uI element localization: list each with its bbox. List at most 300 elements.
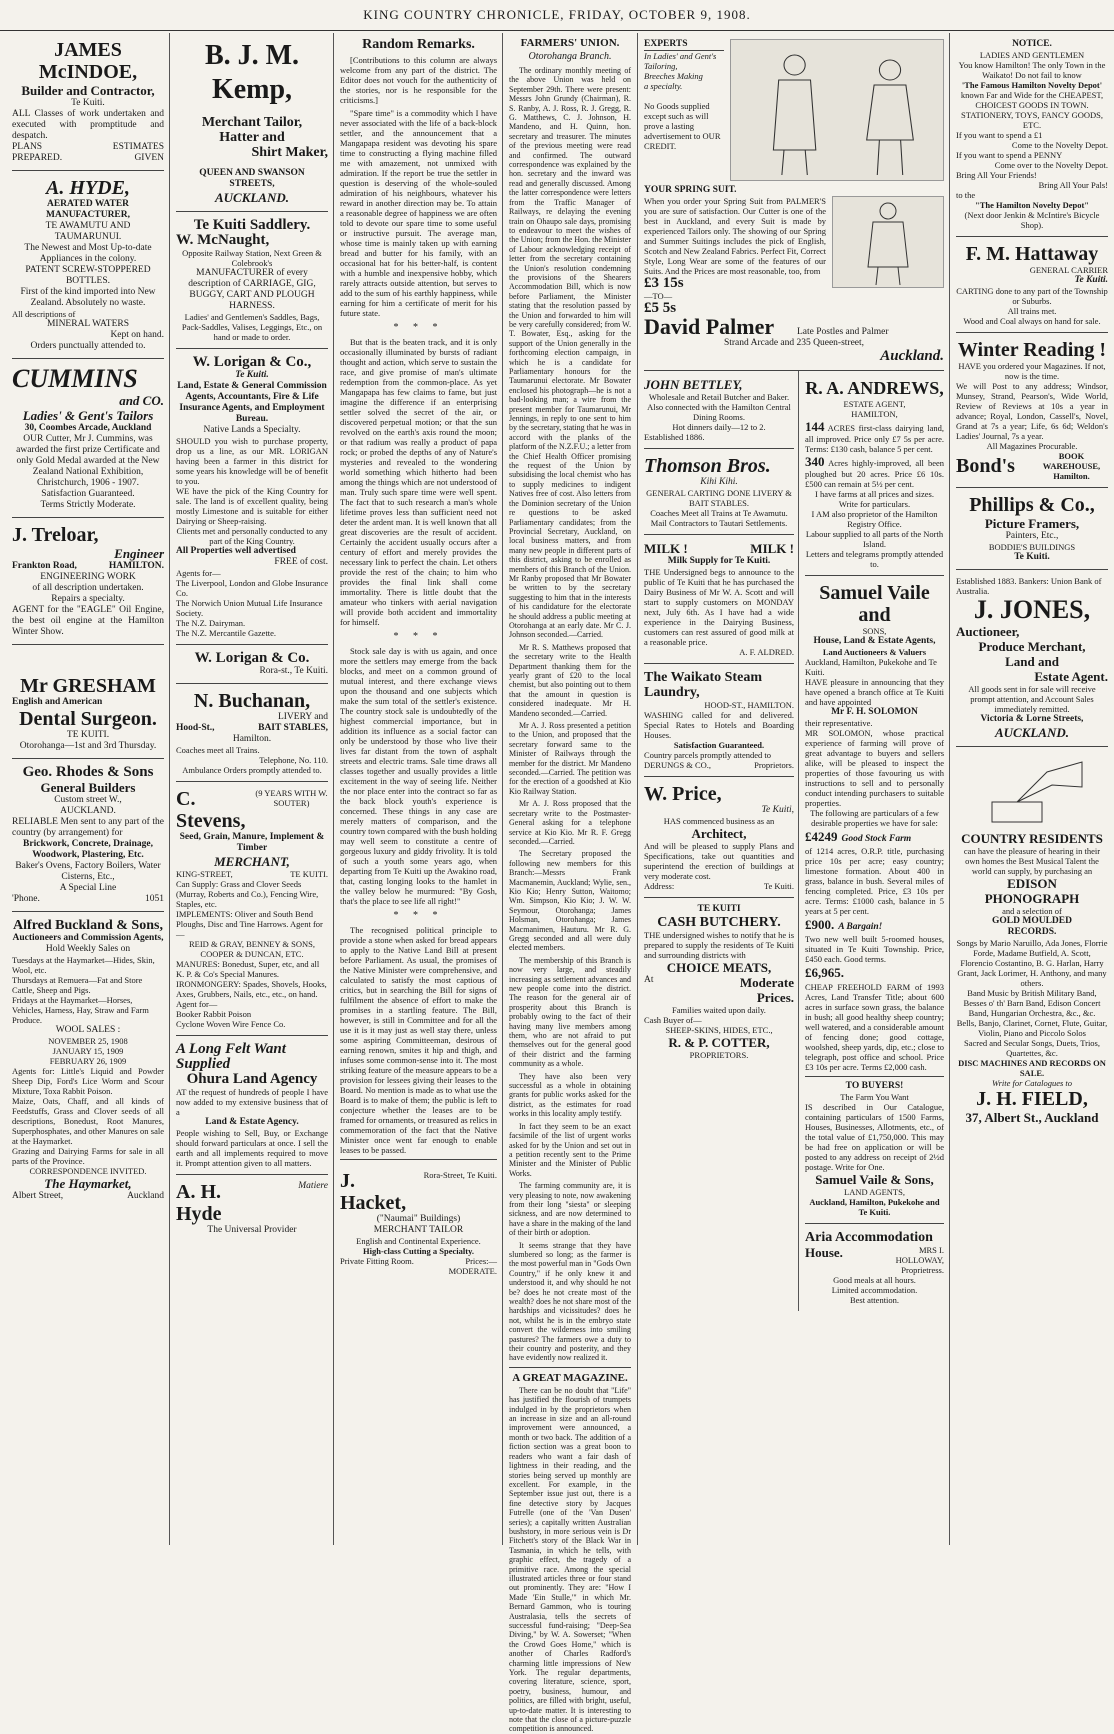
article-paragraph: The Secretary proposed the following new members for this Branch:—Messrs Frank Macmanemin, Auckland; Wylie, sen., Kio Kio; Henry Sutton, Waitomo; Wm. Simpson, Kio Kio; J. W. W. Seymour, Otorohanga; James Holsman, Otorohanga; James Macmanimen, Hauturu. Mr R. G. Gregg seconded and all were duly elected members. [509, 849, 631, 953]
ad-undertaken: of all description undertaken. [32, 583, 144, 593]
ad-booker: Booker Rabbit Poison [176, 1009, 252, 1019]
ad-sig: A. F. ALDRED. [739, 647, 794, 657]
article-paragraph: They have also been very successful as a whole in obtaining grants for public works asked for the district, as the estimates for road works in this locality amply testify. [509, 1071, 631, 1119]
ad-goods: All goods sent in for sale will receive prompt attention, and Account Sales immediately remitted. [968, 684, 1096, 714]
ad-conn: Also connected with the Hamilton Central Dining Rooms. [647, 402, 791, 422]
ad-known: known Far and Wide for the CHEAPEST, CHOICEST GOODS IN TOWN. [960, 90, 1104, 110]
ad-body: HAVE pleasure in announcing that they have opened a branch office at Te Kuiti and have appointed [805, 677, 944, 707]
ad-trade: Seed, Grain, Manure, Implement & Timber [179, 832, 325, 853]
ad-town: AUCKLAND. [214, 190, 290, 205]
article-paragraph: The recognised political principle to provide a stone when asked for bread appears to apply to the Native Land Bill at present before Parliament. As usual, the promises of the Native Minister were comprehensive, and calculated to satisfy the most captious of critics, but in searching the Bill for signs of fulfilment the absence of effort to make the promises in a startling feature. The Bill, however, is still in Committee and for all the use it is it may just as well stay there, unless some aspiring Committeeman, desirous of earning renown, smites it hip and thigh, and infuses some common-sense into it. The most striking feature of the measure appears to be a provision for lessees giving their leases to the Board. No mention is made as to what use the Board is to make of them; the public is left to conjecture whether the leases are to be framed for ornaments, or treasured as relics in commemoration of the fact that the Native Minister once went far enough to enable leases to be passed. [340, 925, 497, 1155]
ad-p2-price: £900. [805, 917, 835, 932]
ad-rhodes [12, 759, 164, 912]
ad-penny: If you want to spend a PENNY [956, 150, 1063, 160]
ad-best: Best attention. [849, 1295, 900, 1305]
ad-farm-want: The Farm You Want [840, 1092, 909, 1102]
ad-dental: Dental Surgeon. [19, 708, 157, 730]
column-5 [640, 33, 948, 1545]
ad-title: NOTICE. [1012, 39, 1052, 49]
ad-trains: All trains met. [1007, 306, 1057, 316]
ad-title: Aria Accommodation [805, 1230, 933, 1245]
ad-price [644, 777, 794, 898]
ad-friends: Bring All Your Friends! [956, 170, 1037, 180]
ad-to: —TO— [644, 291, 673, 301]
ad-addr: Te Kuiti. [763, 881, 794, 891]
ad-pound: If you want to spend a £1 [956, 130, 1043, 140]
ad-plans: PLANS PREPARED. [12, 142, 63, 163]
ad-trade3: Shirt Maker, [251, 145, 328, 160]
column-rule [637, 33, 638, 1545]
ad-prop: I AM also proprietor of the Hamilton Registry Office. [811, 509, 938, 529]
article-title: A GREAT MAGAZINE. [512, 1371, 628, 1384]
ad-place: Kihi Kihi. [700, 477, 738, 487]
ad-wool: WOOL SALES : [55, 1025, 121, 1035]
ad-street: Hood-St., [176, 723, 215, 733]
ad-est: Established 1886. [644, 432, 705, 442]
ad-road: Frankton Road, [12, 561, 77, 571]
ad-title: R. A. ANDREWS, [805, 378, 944, 398]
ad-estimates: ESTIMATES GIVEN [112, 142, 164, 163]
article-paragraph: Mr A. J. Ross proposed that the secretary write to the Postmaster-General asking for a telephone service at Kio Kio. Mr R. F. Gregg seconded.—Carried. [509, 799, 631, 846]
ad-suit: When you order your Spring Suit from PALMER'S you are sure of satisfaction. Our Cutter is one of the best in Auckland, and every Suit is made by experienced Tailors only. The showing of our Spring and Summer Suitings includes the pick of English, Scotch and New Zealand Fabrics. Perfect Fit, Correct Style, Long Wear are some of the features of our Suits. And the Prices are most reasonable, too, from [644, 196, 826, 276]
ad-title-2: Samuel Vaile & Sons, [815, 1172, 934, 1187]
ad-thu: Thursdays at Remuera—Fat and Store Cattle, Sheep and Pigs. [12, 975, 143, 995]
ad-maize: Maize, Oats, Chaff, and all kinds of Feedstuffs, Grass and Clover seeds of all descriptions, Bonedust, Root Manures, Superphosphates, and other Manures on sale at the Haymarket. [12, 1096, 164, 1146]
article-paragraph: The ordinary monthly meeting of the above Union was held on September 29th. There were present: Messrs John Grundy (Chairman), R. S. Ranby, A. J. Ross, R. J. Gregg, R. G. Matthews, C. J. Johnson, H. Mandeno, and H. Quinn, hon. secretary and treasurer. The minutes of the previous meeting were read and confirmed. The outward correspondence was explained by the hon. secretary and the inward was read and generally discussed. Among the latter correspondence were letters from the Traffic Manager of Railways, re delaying the evening train on Ohaupo sale days, promising to endeavour to meet the wishes of the Union; from the Hon. the Minister of Labour acknowledging receipt of letter from the secretary containing the Union's resolution condemning the provisions of the Shearers Accommodation Bill, which is now before Parliament, the Minister stating that the resolution passed by the Union and forwarded to him will be very carefully considered; from W. T. Bowater, Esq., asking for the support of the Union generally in the forthcoming election campaign, in which he is a candidate for Parliamentary honours for the Taumarunui electorate. Mr Bowater enclosed his photograph—he is not a bad-looking man; a wire from the present member for Taumarunui, Mr Jennings, in reply to one sent to him by the secretary, stating that he was in accord with the planks of the platform of the N.Z.F.U.; a letter from the Chief Health Officer promising the request of the Union by subsidising the local chemist who has to supply medicines to indigent Natives free of cost. Also letters from the Dominion secretary of the Union re questions to be asked Parliamentary candidates; from the Provincial Secretary, Auckland, on local business matters, and from many new people in different parts of this district, asking to be enrolled as members of this Branch of the Union. Mr Ranby proposed that Mr Bowater be written to by the secretary suggesting to him that in the interests of his candidature for the electorate he should address a public meeting at Otorohanga at an early date. Mr C. J. Johnson seconded.—Carried. [509, 66, 631, 640]
ad-edison: EDISON [1007, 876, 1057, 891]
ad-mail: Mail Contractors to Tautari Settlements. [650, 518, 788, 528]
ad-corr: CORRESPONDENCE INVITED. [29, 1166, 147, 1176]
ad-cyclone: Cyclone Woven Wire Fence Co. [176, 1019, 286, 1029]
ad-place: TE KUITI. [66, 730, 110, 740]
ad-treloar [12, 518, 164, 645]
ad-owner: W. McNaught, [176, 232, 270, 248]
ad-lorigan-2 [176, 645, 328, 684]
ad-labour: Labour supplied to all parts of the North Island. [805, 529, 944, 549]
ad-place: Te Kuiti. [1014, 552, 1050, 562]
ad-p1-price: £4249 [805, 829, 838, 844]
ad-p1: of 1214 acres, O.R.P. title, purchasing price 10s per acre; easy country; limestone formation. About 400 in grass, balance in bush. Several miles of fencing completed. Price, £3 10s per acre. Terms: £1000 cash, balance in 5 years at 5 per cent. [805, 846, 944, 916]
ad-town: Hamilton. [232, 734, 272, 744]
ad-hyde [12, 171, 164, 359]
ad-gresham [12, 645, 164, 759]
ad-body: HAS commenced business as an [663, 816, 775, 826]
ad-bait: BAIT STABLES, [258, 723, 328, 733]
ad-prop: MRS I. HOLLOWAY, [895, 1245, 944, 1265]
ad-want: A Long Felt Want [176, 1041, 286, 1057]
ad-t2: Produce Merchant, [978, 639, 1086, 654]
ad-street: Custom street W., [54, 795, 122, 805]
ad-buckland [12, 912, 164, 1208]
ad-sat: Satisfaction Guaranteed. [673, 740, 765, 750]
article-paragraph: In fact they seem to be an exact facsimile of the list of urgent works asked for by the Union and set out in a petition recently sent to the Prime Minister and the Minister of Public Works. [509, 1121, 631, 1178]
article-paragraph: The farming community are, it is very pleasing to note, now awakening from their long "siesta" or sleeping sickness, and are now determined to have a share in the making of the land of their birth or adoption. [509, 1181, 631, 1238]
tailor-illustration [730, 39, 944, 181]
article-paragraph: Stock sale day is with us again, and once more the settlers may emerge from the back blocks, and meet on a common ground of mutual interest, and there exchange views upon the thousand and one subjects which make the sum total of the settler's existence. The country stock sale is undoubtedly of the highest commercial importance, but in addition its influence as a social factor can only be understood by those who live their lives far distant from the town of asphalt streets and electric trams. Sale time draws all classes together and usually provides a little excitement in the way of seeing life. Neither the nor place enter into the contract so far as the back block youth's experience is concerned. These things in any case are merely matters of comparison, and the country town compared with the bush holding may well seem to constitute a centre of gorgeous luxury and giddy frivolity. It is told of such a youth some years ago, when departing from Te Kuiti up the Awakino road, that, casting longing looks to the hamlet in the valley below he murmured: "By Gosh, that's the place to see life all right!" [340, 646, 497, 906]
ad-following: The following are particulars of a few desirable properties we have for sale: [810, 808, 939, 828]
ad-subtitle: General Builders [40, 780, 136, 795]
ad-t4: Estate Agent. [1034, 669, 1108, 684]
ad-a2: The Norwich Union Mutual Life Insurance Society. [176, 598, 323, 618]
ad-terms: Terms Strictly Moderate. [40, 500, 136, 510]
ad-title: A. HYDE, [46, 177, 130, 199]
ad-kemp [176, 33, 328, 212]
phonograph-illustration [972, 757, 1092, 827]
ad-town: TE KUITI. [290, 869, 328, 879]
ad-trade1: Merchant Tailor, [201, 115, 303, 130]
ad-help: People wishing to Sell, Buy, or Exchange should forward particulars at once. I sell the earth and all implements required to move it. Prompt attention given to all matters. [176, 1128, 328, 1168]
ad-ladies: LADIES AND GENTLEMEN [979, 50, 1085, 60]
ad-l2-num: 340 [805, 454, 825, 469]
ad-l1: ACRES first-class dairying land, all improved. Price only £7 5s per acre. Terms: £130 cash, balance 5 per cent. [805, 423, 944, 454]
column-rule [333, 33, 334, 1545]
article-paragraph: It seems strange that they have slumbered so long; as the farmer is the most powerful man in "Gods Own Country," if he only knew it and understood it, and why should he not be? does he not create most of the wealth? does he not share most of the hardships and vicissitudes? does he not, whilst he is in the embryo state convert the wilderness into smiling pastures? The farmers owe a duty to their country and posterity, and they have evidently now realized it. [509, 1240, 631, 1363]
ad-all: All Magazines Procurable. [986, 441, 1078, 451]
ad-hot: Hot dinners daily—12 to 2. [672, 422, 766, 432]
ad-agents-for: Agents for— [176, 568, 221, 578]
ad-pals: Bring All Your Pals! [1038, 180, 1108, 190]
article-notice: [Contributions to this column are always welcome from any part of the district. The Editor does not vouch for the authenticity of the stories, nor is he responsible for the criticisms.] [340, 55, 497, 105]
ad-body: OUR Cutter, Mr J. Cummins, was awarded the first prize Certificate and only Gold Medal awarded at the New Zealand National Exhibition, Christchurch, 1906 - 1907. [16, 434, 160, 488]
ad-advertised: All Properties well advertised [176, 546, 296, 556]
ad-cash: Cash Buyer of— [644, 1015, 702, 1025]
ad-country: Country parcels promptly attended to [644, 750, 771, 760]
ad-p2-title: A Bargain! [838, 922, 883, 932]
ad-prices: Prices:—MODERATE. [448, 1256, 497, 1276]
column-2 [172, 33, 332, 1545]
ad-street: Rora-Street, Te Kuiti. [423, 1170, 497, 1180]
ad-phone-label: 'Phone. [12, 894, 40, 904]
ad-address: HOOD-ST., HAMILTON. [704, 700, 794, 710]
ad-hattaway [956, 237, 1108, 333]
ad-reading [956, 333, 1108, 488]
ad-title: Geo. Rhodes & Sons [22, 764, 154, 780]
article-title: Random Remarks. [362, 37, 475, 52]
ad-subtitle: Auctioneers and Commission Agents, [12, 933, 164, 943]
ad-feb: FEBRUARY 26, 1909 [49, 1056, 127, 1066]
ad-price1: £3 15s [644, 275, 684, 291]
ad-l2: Acres highly-improved, all been ploughed but 20 acres. Price £6 10s. £500 can remain at 5½ per cent. [805, 458, 945, 489]
ad-jan: JANUARY 15, 1909 [52, 1046, 124, 1056]
ad-title: J. Hacket, [340, 1170, 407, 1214]
ad-p2: Two new well built 5-roomed houses, situated in Te Kuiti Township. Price, £450 each. Good terms. [805, 934, 944, 964]
ad-body: THE Undersigned begs to announce to the public of Te Kuiti that he has purchased the Dairy Business of Mr W. A. Scott and will start to supply customers on MONDAY next, July 6th. As I have had a wide experience in the Dairying Business, customers can rest assured of good milk at a reasonable price. [644, 567, 794, 647]
ad-title: CUMMINS [12, 364, 138, 393]
ad-body: WASHING called for and delivered. Special Rates to Hotels and Boarding Houses. [644, 710, 794, 740]
ad-saddles: Ladies' and Gentlemen's Saddles, Bags, Pack-Saddles, Valises, Leggings, Etc., on hand or made to order. [181, 312, 323, 342]
ad-tailoring: Tailoring, [644, 61, 678, 71]
ad-late: Late Postles and Palmer [797, 327, 889, 337]
ad-impl: IMPLEMENTS: Oliver and South Bend Ploughs, Disc and Tine Harrows. Agent for— [176, 909, 323, 939]
ad-engineer: Engineer [114, 546, 164, 561]
ad-place: Te Kuiti. [71, 98, 105, 108]
ad-iron: IRONMONGERY: Spades, Shovels, Hooks, Axes, Grubbers, Nails, etc., etc., on hand. [176, 979, 327, 999]
ad-ovens: Baker's Ovens, Factory Boilers, Water Cisterns, Etc., [15, 861, 161, 882]
ad-field [956, 747, 1108, 1131]
article-paragraph: Mr A. J. Ross presented a petition to the Union, and proposed that the secretary forward same to the Minister of Railways through the member for the district. Mr Mandeno seconded.—Carried. The petition was for the erection of a goodshed at Kio Kio Railway Station. [509, 721, 631, 796]
column-rule [502, 33, 503, 1545]
ad-in: In Ladies' and Gent's [644, 51, 717, 61]
ad-name: J. H. FIELD, [976, 1088, 1088, 1110]
ad-gold: GOLD MOULDED [992, 916, 1072, 926]
ad-town: Auckland [127, 1191, 164, 1201]
ad-know: You know Hamilton! The only Town in the Waikato! Do not fail to know [958, 60, 1106, 80]
ad-sacred: Sacred and Secular Songs, Duets, Trios, Quartettes, &c. [964, 1038, 1100, 1058]
column-6 [952, 33, 1112, 1545]
ad-co: and CO. [119, 393, 164, 408]
ad-work: ENGINEERING WORK [40, 572, 136, 582]
ad-t3: Land and [1005, 654, 1059, 669]
ad-phone: 1051 [145, 894, 164, 904]
ad-free: FREE of cost. [274, 557, 328, 567]
ad-songs: Songs by Mario Naruillo, Ada Jones, Florrie Forde, Madame Butfield, A. Scott, Florencio Costantino, B. G. Harlan, Harry Grant, Jack Lorimer, H. Anthony, and many others. [956, 938, 1108, 988]
ad-clients: Clients met and personally conducted to any part of the King Country. [176, 526, 328, 546]
separator: * * * [393, 322, 444, 333]
ad-title: J. JONES, [973, 595, 1091, 624]
ad-trade2: Hatter and [219, 130, 285, 145]
ad-disc: DISC MACHINES AND RECORDS ON SALE. [958, 1058, 1106, 1078]
masthead: KING COUNTRY CHRONICLE, FRIDAY, OCTOBER 9, 1908. [0, 0, 1114, 31]
ad-hacket [340, 1164, 497, 1282]
ad-livery: LIVERY and [277, 712, 328, 722]
ad-cut: High-class Cutting a Specialty. [363, 1246, 474, 1256]
ad-laundry [644, 664, 794, 777]
ad-next: (Next door Jenkin & McIntire's Bicycle Shop). [964, 210, 1100, 230]
ad-their: their representative. [805, 718, 873, 728]
ad-place: Te Kuiti, [761, 805, 794, 815]
ad-arch: Architect, [691, 826, 747, 841]
ad-trade: MERCHANT TAILOR [373, 1225, 464, 1235]
ad-trade: Picture Framers, [984, 516, 1080, 531]
ad-subtitle: House, Land & Estate Agents, [813, 636, 936, 646]
ad-supply: Can Supply: Grass and Clover Seeds (Murray, Roberts and Co.), Fencing Wire, Staples, etc. [176, 879, 319, 909]
ad-street: Albert Street, [12, 1191, 64, 1201]
ad-phillips [956, 488, 1108, 570]
ad-come2: Come over to the Novelty Depot. [994, 160, 1108, 170]
ad-title: J. Treloar, [12, 524, 99, 546]
ad-body: HAVE you ordered your Magazines. If not, now is the time. [958, 361, 1106, 381]
ad-p1-title: Good Stock Farm [841, 834, 912, 844]
article-paragraph: But that is the beaten track, and it is only occasionally illuminated by bursts of radiant thought and action, which serve to sustain the race, and give promise of man's ultimate redemption from the common-place. As yet Mangapapa has few claims to fame, but just imagine the difference if an enterprising settler solved the secret of the air, or discovered perpetual motion; or that the sun revolved on the earth's axis round the moon; or that radium was really a product of papa rock; or probed the depths of any of Nature's mysteries and revealed to the wondering world something which hitherto had been among the things which are not understood of man. Truly such spare time were well spent. The fact that to such research a man's whole lifetime proves less than sufficient need not deter the ardent man. It is well known that all great discoveries are the result of accident. Certainly the accident usually occurs after a century of effort and merely provides the necessary link to perfect the chain. Let others provide the rest of the chain; to him who provides the final link shall come immortality. There is little doubt that the amateur who tinkers with aerial navigation will provide both accident and immortality for himself. [340, 337, 497, 627]
ad-meats: CHOICE MEATS, [666, 960, 772, 975]
ad-agent: Agent for— [176, 999, 218, 1009]
ad-title: Ohura Land Agency [186, 1071, 318, 1087]
ad-body: The Newest and Most Up-to-date Appliances in the colony. [24, 243, 152, 264]
ad-title: The Waikato Steam Laundry, [644, 670, 762, 700]
ad-address: 30, Coombes Arcade, Auckland [24, 423, 152, 433]
ad-milk [644, 535, 794, 664]
ad-town: AUCKLAND. [60, 806, 116, 816]
suit-illustration [832, 196, 944, 288]
ad-goods: No Goods supplied except such as will prove a lasting advertisement to OUR CREDIT. [644, 101, 721, 151]
ad-saddlery [176, 212, 328, 349]
ad-kept: Kept on hand. [110, 330, 164, 340]
ad-house: House. [805, 1245, 843, 1260]
ad-title: Mr GRESHAM [20, 675, 156, 697]
ad-haymarket: The Haymarket, [44, 1176, 132, 1191]
ad-palmer [644, 33, 944, 371]
ad-title: F. M. Hattaway [965, 243, 1099, 265]
ad-owner: R. & P. COTTER, [668, 1035, 770, 1050]
ad-tue: Tuesdays at the Haymarket—Hides, Skin, Wool, etc. [12, 955, 155, 975]
ad-solomon: MR SOLOMON, whose practical experience of farming will prove of great advantage to buyers and sellers alike, will be pleased to inspect the properties of those favouring us with instructions to sell and to personally conduct intending purchasers to suitable properties. [805, 728, 944, 808]
ad-thomson [644, 449, 794, 535]
ad-town: Auckland. [880, 348, 944, 364]
ad-jones [956, 570, 1108, 747]
ad-patent: PATENT SCREW-STOPPERED BOTTLES. [25, 265, 151, 286]
ad-title: MILK ! [644, 541, 688, 556]
ad-tailors: Ladies' & Gent's Tailors [22, 408, 154, 423]
ad-line1: English and American [12, 697, 103, 707]
ad-trade: Wholesale and Retail Butcher and Baker. [648, 392, 790, 402]
ad-town: HAMILTON, [851, 409, 898, 419]
column-rule [169, 33, 170, 1545]
ad-records: RECORDS. [1007, 927, 1057, 937]
column-3 [336, 33, 501, 1545]
ad-fri: Fridays at the Haymarket—Horses, Vehicles, Harness, Hay, Straw and Farm Produce. [12, 995, 149, 1025]
ad-rep: Mr F. H. SOLOMON [831, 707, 918, 717]
ad-buyers: TO BUYERS! [845, 1081, 904, 1091]
ad-painters: Painters, Etc., [1005, 531, 1059, 541]
ad-visit: Otorohanga—1st and 3rd Thursday. [19, 741, 157, 751]
ad-title: C. Stevens, [176, 788, 246, 832]
ad-body: MANUFACTURER of every description of CARRIAGE, GIG, BUGGY, CART AND PLOUGH HARNESS. [188, 268, 316, 311]
ad-should: SHOULD you wish to purchase property, drop us a line, as our MR. LORIGAN having been a farmer in this district for some years his knowledge will be of benefit to you. [176, 436, 328, 486]
ad-sub: The Universal Provider [207, 1225, 297, 1235]
ad-notice [956, 33, 1108, 237]
ad-trade: GENERAL CARTING DONE LIVERY & BAIT STABLES. [646, 488, 792, 508]
ad-families: Families waited upon daily. [672, 1005, 766, 1015]
column-4 [505, 33, 635, 1734]
ad-body: AT the request of hundreds of people I have now added to my extensive business that of a [176, 1087, 328, 1117]
ad-ohura [176, 1036, 328, 1175]
ad-letters: Letters and telegrams promptly attended to. [805, 549, 944, 569]
ad-satisfaction: Satisfaction Guaranteed. [41, 489, 135, 499]
ad-title: David Palmer [644, 314, 775, 339]
ad-title: N. Buchanan, [193, 690, 311, 712]
ad-butchery [644, 898, 794, 1066]
ad-coaches: Coaches meet all Trains. [176, 745, 260, 755]
ad-prices: Moderate Prices. [739, 975, 794, 1005]
ad-limited: Limited accommodation. [831, 1285, 918, 1295]
ad-ware: BOOK WAREHOUSE, [1042, 451, 1101, 471]
ad-title-2: MILK ! [750, 541, 794, 556]
ad-buchanan [176, 684, 328, 782]
ad-a3: The N.Z. Dairyman. [176, 618, 246, 628]
ad-manures: MANURES: Bonedust, Super, etc, and all K. P. & Co's Special Manures. [176, 959, 320, 979]
separator: * * * [393, 910, 444, 921]
ad-props: Proprietors. [754, 760, 794, 770]
ad-room: Private Fitting Room. [340, 1256, 414, 1266]
ad-band: Band Music by British Military Band, Besses o' th' Barn Band, Edison Concert Band, Hungarian Orchestra, &c., &c. [963, 988, 1101, 1018]
ad-sons: SONS, [862, 626, 887, 636]
ad-title: Winter Reading ! [957, 339, 1107, 361]
ad-title: Te Kuiti Saddlery. [193, 217, 311, 233]
ad-reid: REID & GRAY, BENNEY & SONS, COOPER & DUNCAN, ETC. [188, 939, 316, 959]
ad-meals: Good meals at all hours. [833, 1275, 916, 1285]
ad-title: Alfred Buckland & Sons, [13, 918, 163, 933]
ad-breeches: Breeches Making [644, 71, 703, 81]
ad-title-2: CASH BUTCHERY. [657, 915, 781, 930]
ad-aria [805, 1224, 944, 1311]
ad-title: B. J. M. Kemp, [204, 40, 300, 105]
ad-desc: All descriptions of [12, 309, 76, 319]
ad-waters: MINERAL WATERS [46, 319, 130, 329]
ad-special: A Special Line [59, 883, 117, 893]
ad-body: RELIABLE Men sent to any part of the country (by arrangement) for [12, 817, 164, 838]
ad-address: Strand Arcade and 235 Queen-street, [723, 338, 865, 348]
ad-come1: Come to the Novelty Depot. [1011, 140, 1108, 150]
ad-location: Opposite Railway Station, Next Green & Colebrook's [182, 248, 322, 268]
ad-prop: DERUNGS & CO., [644, 760, 712, 770]
ad-places-2: Auckland, Hamilton, Pukekohe and Te Kuiti. [809, 1197, 940, 1217]
ad-streets: QUEEN AND SWANSON STREETS, [199, 168, 305, 189]
ad-at: At [644, 975, 654, 985]
ad-price2: £5 5s [644, 300, 677, 316]
ad-p3: CHEAP FREEHOLD FARM of 1993 Acres, Land Transfer Title; about 600 acres in surface sown grass, the balance in bush; all good healthy sheep country; well watered, and a considerable amount of fencing done; good cottage, woolshed, sheep yards, dip, etc.; close to telegraph, post office and school. Price £3 10s per acre. Terms £2,000 cash. [805, 982, 944, 1072]
ad-title: W. Lorigan & Co., [192, 354, 312, 370]
ad-agent: AGENT for the "EAGLE" Oil Engine, the best oil engine at the Hamilton Winter Show. [12, 605, 164, 637]
ad-title: A. H. Hyde [176, 1181, 222, 1225]
ad-subtitle: Builder and Contractor, [21, 83, 155, 98]
ad-ambulance: Ambulance Orders promptly attended to. [182, 765, 322, 775]
ad-t1: Auctioneer, [956, 624, 1020, 639]
article-title: FARMERS' UNION. [520, 37, 620, 49]
ad-place: Rora-st., Te Kuiti. [259, 666, 328, 676]
ad-bells: Bells, Banjo, Clarinet, Cornet, Flute, Guitar, Violin, Piano and Piccolo Solos [956, 1018, 1108, 1038]
ad-first: First of the kind imported into New Zealand. Absolutely no waste. [20, 287, 156, 308]
ad-tag: Matiere [298, 1181, 328, 1191]
ad-estate: Land & Estate Agency. [205, 1117, 299, 1127]
ad-lorigan [176, 349, 328, 645]
ad-subtitle: AERATED WATER MANUFACTURER, [46, 199, 130, 220]
article-paragraph: The membership of this Branch is now very large, and steadily increasing as settlement advances and new people come into the district. The reason for the general air of prosperity about this Branch is probably owing to the fact of their having many live members among them, who are not afraid to put themselves out for the general good of their district and the farming community as a whole. [509, 955, 631, 1069]
ad-a4: The N.Z. Mercantile Gazette. [176, 628, 277, 638]
ad-bettley [644, 371, 794, 449]
ad-suit-title: YOUR SPRING SUIT. [644, 185, 737, 195]
ad-native: Native Lands a Specialty. [203, 425, 301, 435]
ad-subtitle: ESTATE AGENT, [843, 399, 906, 409]
ad-subtitle: GENERAL CARRIER [1029, 265, 1108, 275]
ad-place: Te Kuiti. [235, 370, 269, 380]
ad-pick: WE have the pick of the King Country for sale. The land is of excellent quality, being mostly Limestone and is suitable for either Dairying or Sheep-raising. [176, 486, 328, 526]
ad-skins: SHEEP-SKINS, HIDES, ETC., [665, 1025, 773, 1035]
ad-title: W. Lorigan & Co. [194, 650, 310, 666]
ad-phone: Telephone, No. 110. [259, 755, 328, 765]
ad-body: ALL Classes of work undertaken and executed with promptitude and despatch. [12, 109, 164, 141]
ad-plans: And will be pleased to supply Plans and Specifications, take out quantities and superintend the erection of buildings at very moderate cost. [644, 841, 794, 881]
ad-body: can have the pleasure of hearing in their own homes the Best Musical Talent the world can supply, by purchasing an [963, 846, 1101, 876]
ad-specialty: a specialty. [644, 81, 683, 91]
ad-places: Auckland, Hamilton, Pukekohe and Te Kuiti. [805, 657, 937, 677]
ad-depot-2: "The Hamilton Novelty Depot" [974, 200, 1090, 210]
ad-title: Samuel Vaile and [819, 582, 930, 626]
separator: * * * [393, 631, 444, 642]
ad-experts: EXPERTS [644, 39, 724, 51]
ad-street: KING-STREET, [176, 869, 233, 879]
ad-town: Hamilton. [1053, 471, 1090, 481]
ad-name: Bond's [956, 455, 1015, 477]
ad-address: 37, Albert St., Auckland [965, 1110, 1099, 1125]
ad-body: THE undersigned wishes to notify that he is prepared to supply the residents of Te Kuiti and surrounding districts with [644, 930, 794, 960]
ad-town: HAMILTON. [108, 561, 164, 571]
ad-p3-price: £6,965. [805, 965, 844, 980]
ad-post: We will Post to any address; Windsor, Munsey, Strand, Pearson's, Wide World, Review of Reviews at 10s a year in advance; Royal, London, Cassell's, Novel, Grand at 7s a year; Life, 6s 6d; Weldon's Ladies' Journal, 7s a year. [956, 381, 1108, 441]
ad-orders: Orders punctually attended to. [30, 341, 146, 351]
ad-title: JOHN BETTLEY, [644, 377, 743, 392]
ad-nov: NOVEMBER 25, 1908 [48, 1036, 128, 1046]
ad-props: PROPRIETORS. [689, 1050, 749, 1060]
